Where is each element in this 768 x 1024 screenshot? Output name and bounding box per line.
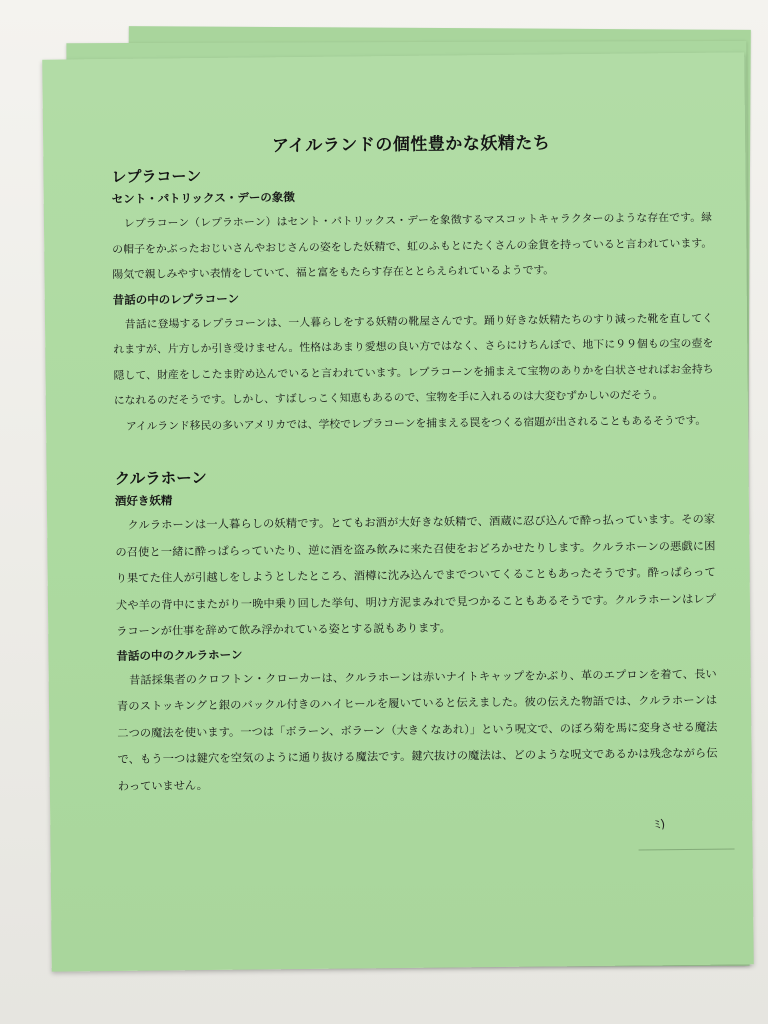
subsection-heading: 昔話の中のレプラコーン (112, 291, 240, 307)
document (111, 127, 718, 800)
section-leprechaun (111, 160, 714, 439)
paragraph: アイルランド移民の多いアメリカでは、学校でレプラコーンを捕まえる罠をつくる宿題が出されることもあるそうです。 (125, 413, 707, 433)
paragraph: 昔話に登場するレプラコーンは、一人暮らしをする妖精の靴屋さんです。踊り好きな妖精たちのすり減った靴を直してくれますが、片方しか引き受けません。性格はあまり愛想の良い方ではなく、さらにけちんぼで、地下に９９個もの宝の壺を隠して、財産をしこたま貯め込んでいると言われています。レプラコーンを捕まえて宝物のありかを白状させればお金持ちになれるのだそうです。しかし、すばしっこく知恵もあるので、宝物を手に入れるのは大変むずかしいのだそう。 (113, 311, 714, 407)
subsection-heading: 昔話の中のクルラホーン (116, 647, 243, 663)
section-clurichaun (115, 461, 718, 800)
divider (639, 848, 735, 850)
paragraph: クルラホーンは一人暮らしの妖精です。とてもお酒が大好きな妖精で、酒蔵に忍び込んで酔っ払っています。その家の召使と一緒に酔っぱらっていたり、逆に酒を盗み飲みに来た召使をおどろかせたりします。クルラホーンの悪戯に困り果てた住人が引越しをしようとしたところ、酒樽に沈み込んでまでついてくることもあったそうです。酔っぱらって犬や羊の背中にまたがり一晩中乗り回した挙句、明け方泥まみれで見つかることもあるそうです。クルラホーンはレプラコーンが仕事を辞めて飲み浮かれている姿とする説もあります。 (115, 512, 716, 638)
section-heading: クルラホーン (114, 469, 207, 488)
paragraph: 昔話採集者のクロフトン・クローカーは、クルラホーンは赤いナイトキャップをかぶり、革のエプロンを着て、長い青のストッキングと銀のバックル付きのハイヒールを履いていると伝えました。彼の伝えた物語では、クルラホーンは二つの魔法を使います。一つは「ボラーン、ボラーン（大きくなあれ）」という呪文で、のぼろ菊を馬に変身させる魔法で、もう一つは鍵穴を空気のように通り抜ける魔法です。鍵穴抜けの魔法は、どのような呪文であるかは残念ながら伝わっていません。 (116, 667, 718, 793)
subsection-heading: 酒好き妖精 (114, 493, 173, 508)
section-heading: レプラコーン (111, 167, 202, 186)
document-title: アイルランドの個性豊かな妖精たち (271, 133, 551, 157)
paper-sheet-front (42, 52, 754, 971)
page-mark: ﾐ) (653, 816, 667, 832)
paragraph: レプラコーン（レプラホーン）はセント・パトリックス・デーを象徴するマスコットキャラクターのような存在です。緑の帽子をかぶったおじいさんやおじさんの姿をした妖精で、虹のふもとにたくさんの金貨を持っていると言われています。陽気で親しみやすい表情をしていて、福と富をもたらす存在ととらえられているようです。 (112, 210, 713, 281)
subsection-heading: セント・パトリックス・デーの象徴 (111, 190, 295, 206)
